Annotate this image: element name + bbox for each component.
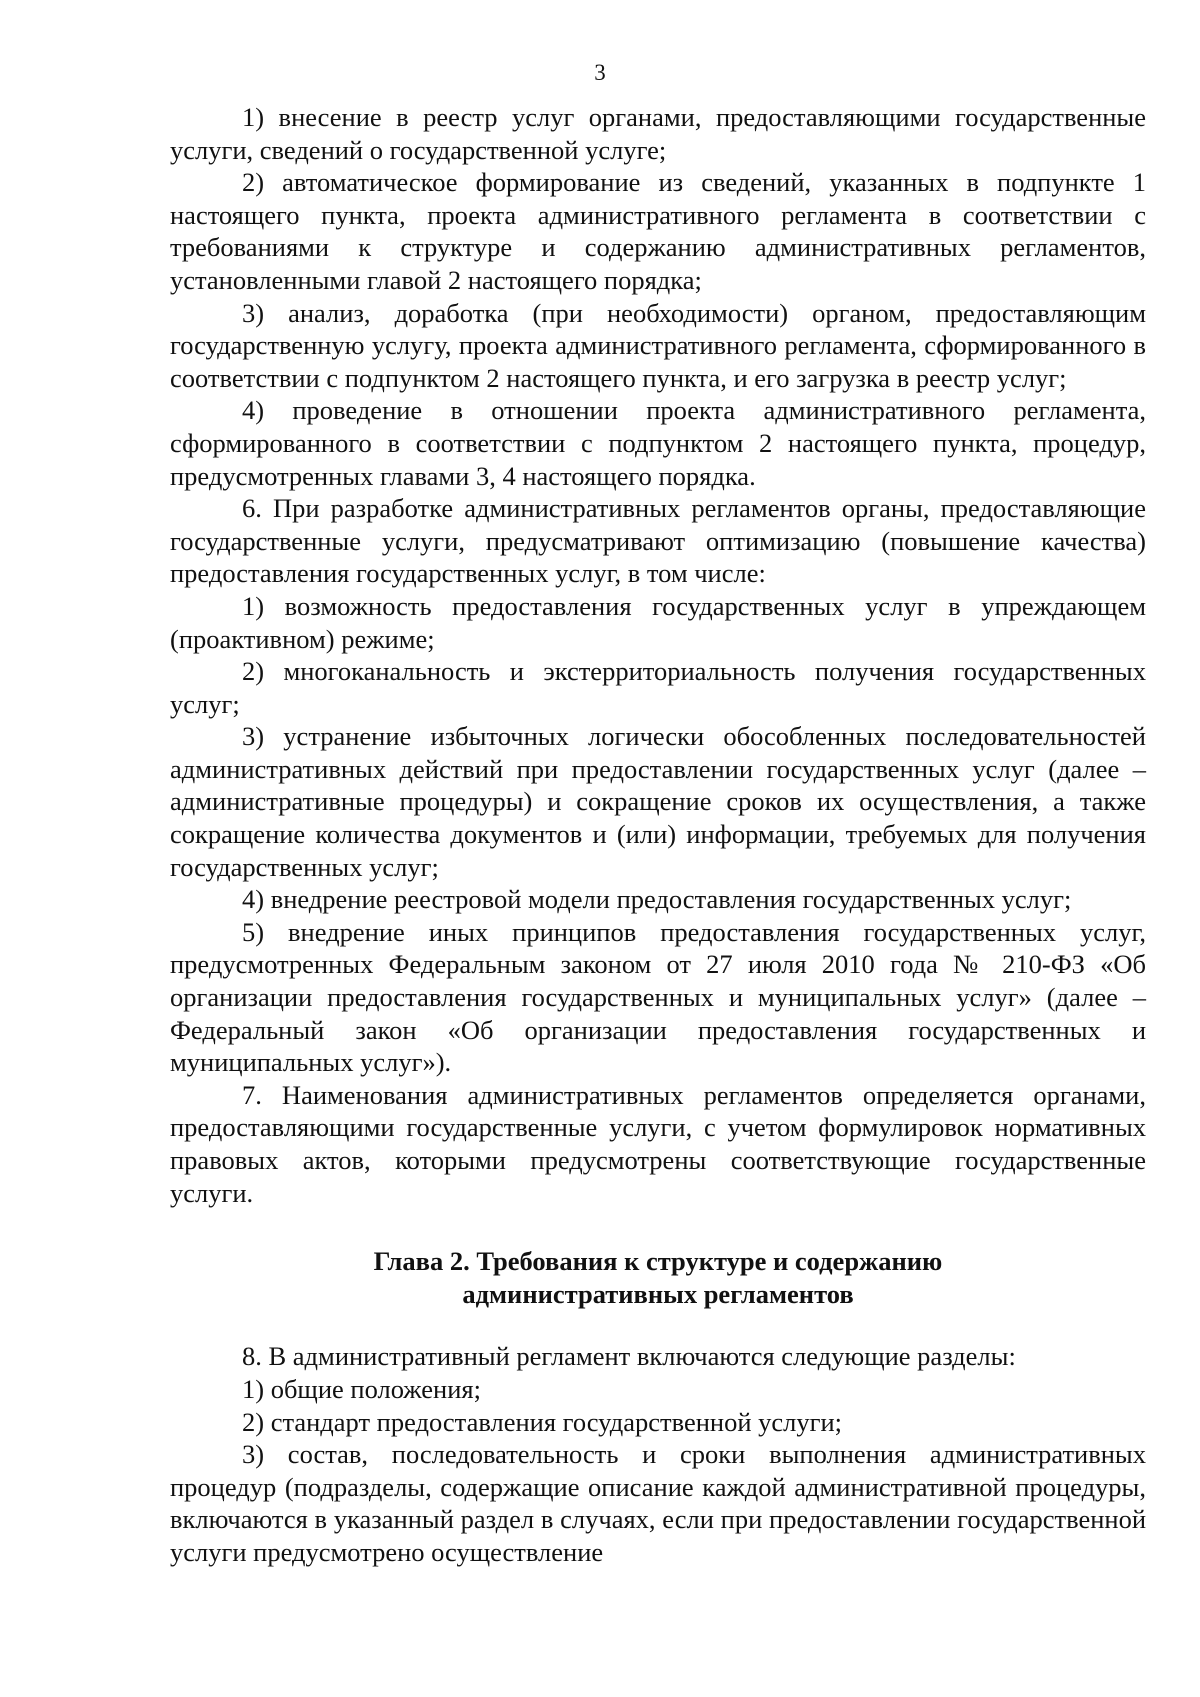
paragraph-item-5-1: 1) внесение в реестр услуг органами, предоставляющими государственные услуги, сведений о государственной услуге; (170, 102, 1146, 165)
chapter-heading (170, 1245, 1146, 1310)
paragraph-clause-8: 8. В административный регламент включаются следующие разделы: (242, 1341, 1016, 1372)
paragraph-item-6-2: 2) многоканальность и экстерриториальность получения государственных услуг; (170, 656, 1146, 719)
paragraph-item-6-3: 3) устранение избыточных логически обособленных последовательностей административных действий при предоставлении государственных услуг (далее – административные процедуры) и сокращение сроков их осуществления, а также сокращение количества документов и (или) информации, требуемых для получения государственных услуг; (170, 721, 1146, 882)
paragraph-item-8-3: 3) состав, последовательность и сроки выполнения административных процедур (подразделы, содержащие описание каждой административной процедуры, включаются в указанный раздел в случаях, если при предоставлении государственной услуги предусмотрено осуществление (170, 1439, 1146, 1567)
paragraph-clause-6: 6. При разработке административных регламентов органы, предоставляющие государственные услуги, предусматривают оптимизацию (повышение качества) предоставления государственных услуг, в том числе: (170, 493, 1146, 589)
paragraph-item-5-4: 4) проведение в отношении проекта административного регламента, сформированного в соответствии с подпунктом 2 настоящего пункта, процедур, предусмотренных главами 3, 4 настоящего порядка. (170, 395, 1146, 491)
paragraph-item-8-1: 1) общие положения; (242, 1373, 481, 1404)
paragraph-item-6-1: 1) возможность предоставления государственных услуг в упреждающем (проактивном) режиме; (170, 590, 1146, 654)
paragraph-clause-7: 7. Наименования административных регламентов определяется органами, предоставляющими государственные услуги, с учетом формулировок нормативных правовых актов, которыми предусмотрены соответствующие государственные услуги. (170, 1079, 1146, 1208)
page-number: 3 (594, 60, 606, 85)
chapter-heading-line-1: Глава 2. Требования к структуре и содержанию (373, 1246, 943, 1277)
paragraph-item-6-5: 5) внедрение иных принципов предоставления государственных услуг, предусмотренных Федеральным законом от 27 июля 2010 года № 210-ФЗ «Об организации предоставления государственных и муниципальных услуг» (далее – Федеральный закон «Об организации предоставления государственных и муниципальных услуг»). (170, 916, 1146, 1078)
paragraph-item-6-4: 4) внедрение реестровой модели предоставления государственных услуг; (242, 884, 1072, 915)
paragraph-item-5-3: 3) анализ, доработка (при необходимости) органом, предоставляющим государственную услугу, проекта административного регламента, сформированного в соответствии с подпунктом 2 настоящего пункта, и его загрузка в реестр услуг; (170, 297, 1146, 393)
paragraph-item-5-2: 2) автоматическое формирование из сведений, указанных в подпункте 1 настоящего пункта, проекта административного регламента в соответствии с требованиями к структуре и содержанию административных регламентов, установленными главой 2 настоящего порядка; (170, 167, 1146, 295)
chapter-heading-line-2: административных регламентов (462, 1278, 854, 1309)
paragraph-item-8-2: 2) стандарт предоставления государственной услуги; (242, 1406, 843, 1437)
document-body (170, 101, 1146, 1569)
